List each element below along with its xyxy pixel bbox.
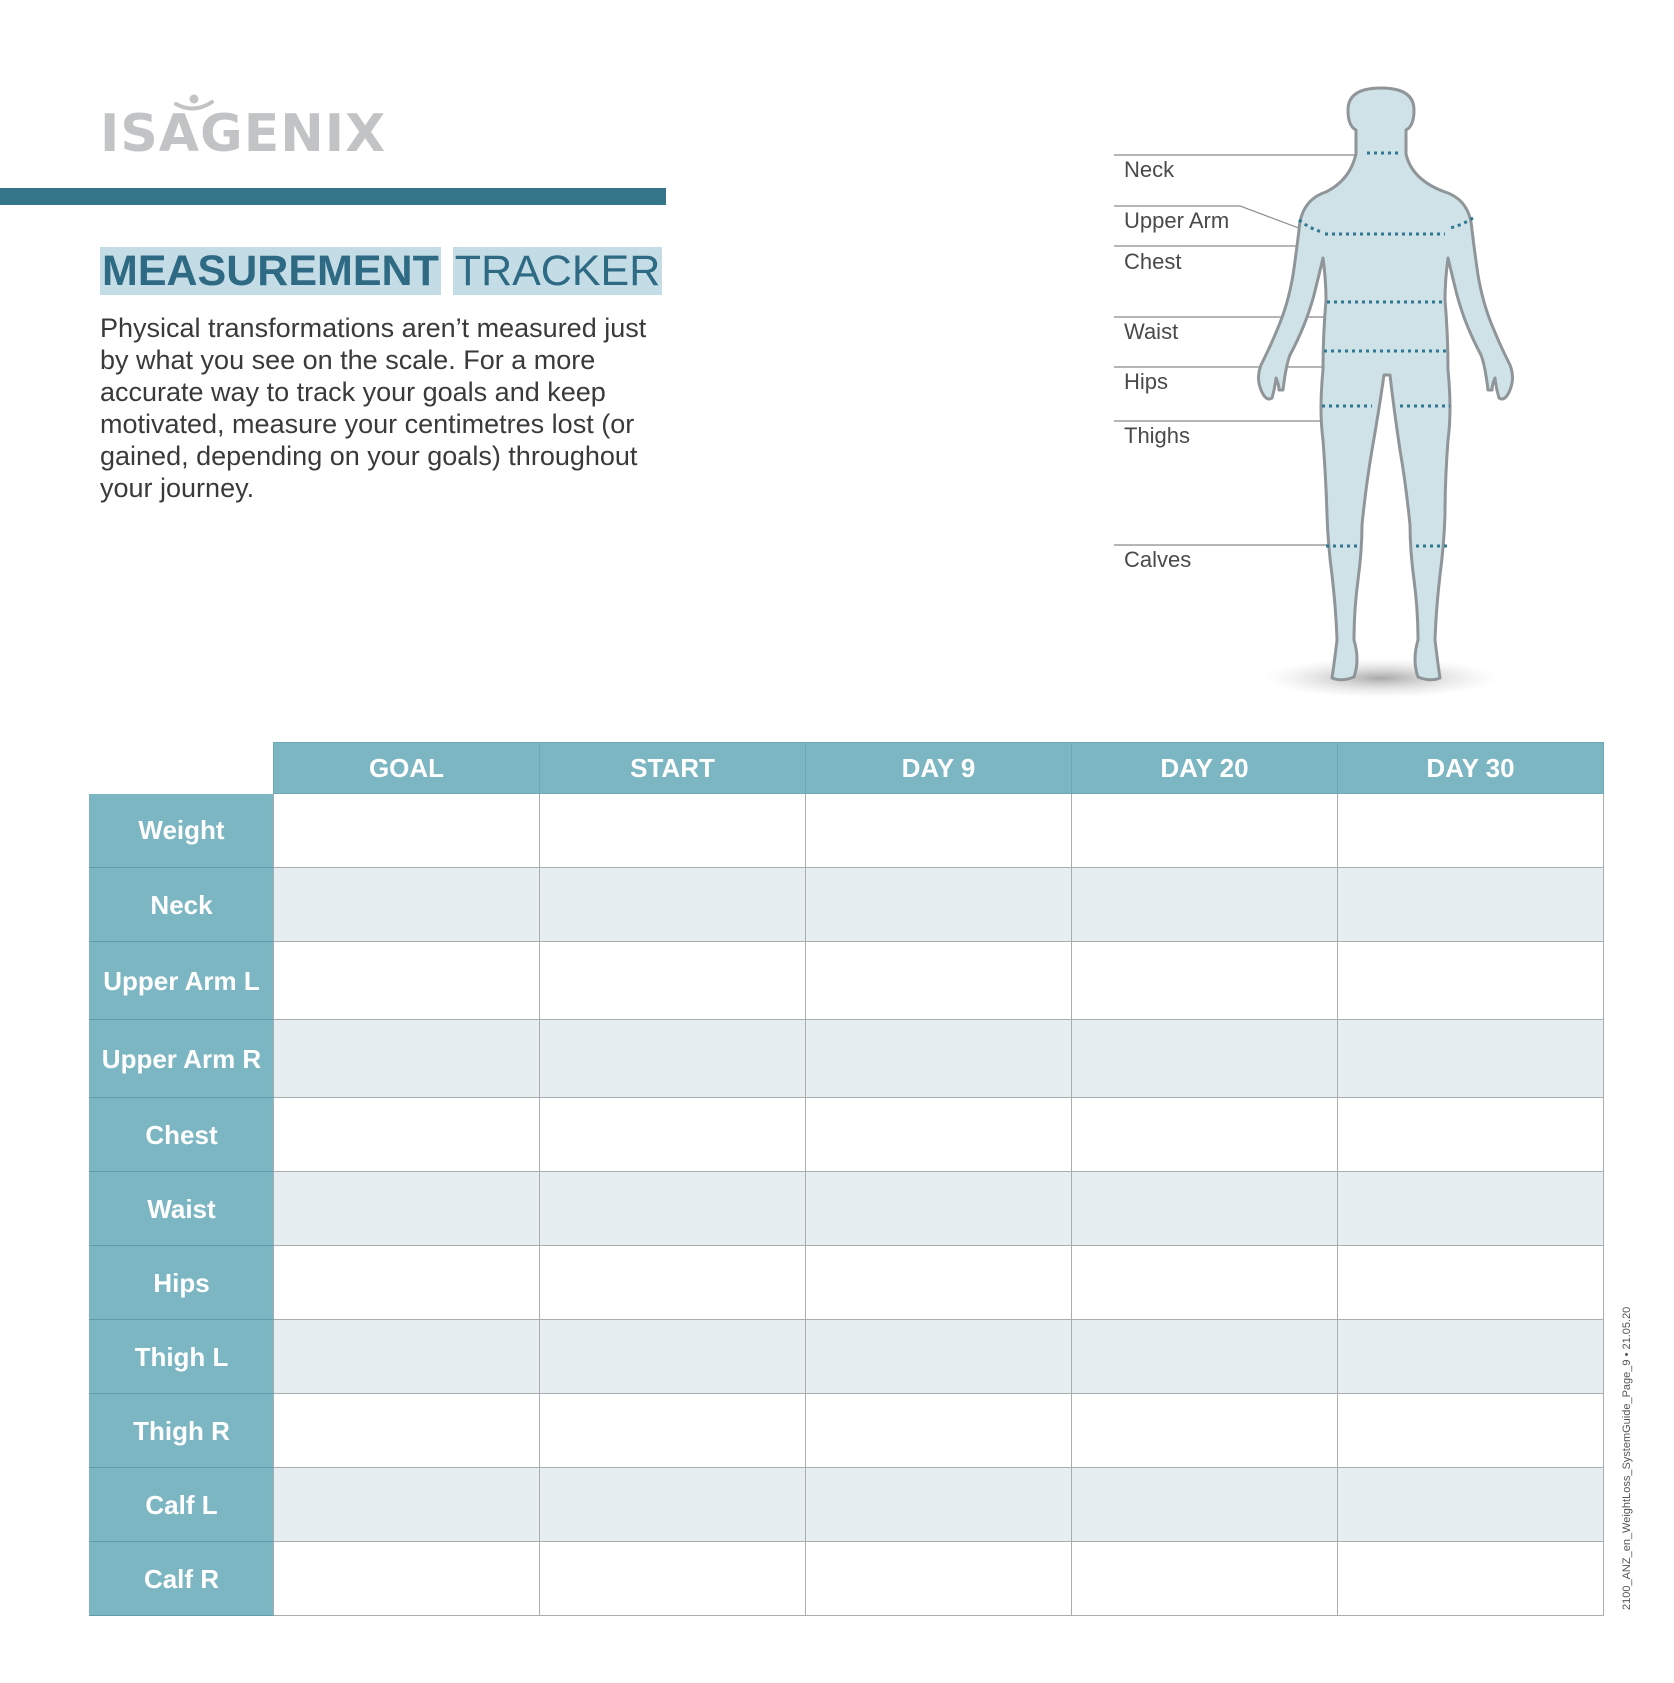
logo-text: ISAGENIX xyxy=(100,104,387,164)
row-label-weight: Weight xyxy=(90,794,274,868)
entry-cell[interactable] xyxy=(806,1098,1072,1172)
entry-cell[interactable] xyxy=(806,1542,1072,1616)
table-row xyxy=(90,1320,1604,1394)
isagenix-logo xyxy=(100,104,387,164)
entry-cell[interactable] xyxy=(1338,794,1604,868)
entry-cell[interactable] xyxy=(540,868,806,942)
entry-cell[interactable] xyxy=(274,1542,540,1616)
entry-cell[interactable] xyxy=(540,1542,806,1616)
entry-cell[interactable] xyxy=(1338,1098,1604,1172)
entry-cell[interactable] xyxy=(274,1394,540,1468)
entry-cell[interactable] xyxy=(806,1020,1072,1098)
table-row xyxy=(90,1020,1604,1098)
table-row xyxy=(90,1098,1604,1172)
entry-cell[interactable] xyxy=(1072,1542,1338,1616)
title-bold: MEASUREMENT xyxy=(102,247,439,295)
entry-cell[interactable] xyxy=(1072,1394,1338,1468)
entry-cell[interactable] xyxy=(274,1172,540,1246)
entry-cell[interactable] xyxy=(540,942,806,1020)
entry-cell[interactable] xyxy=(1072,868,1338,942)
table-row xyxy=(90,794,1604,868)
column-header-start: START xyxy=(540,743,806,794)
row-label-calf-r: Calf R xyxy=(90,1542,274,1616)
entry-cell[interactable] xyxy=(274,1246,540,1320)
row-label-chest: Chest xyxy=(90,1098,274,1172)
entry-cell[interactable] xyxy=(1072,1468,1338,1542)
row-label-upper-arm-r: Upper Arm R xyxy=(90,1020,274,1098)
entry-cell[interactable] xyxy=(1072,1246,1338,1320)
header-accent-bar xyxy=(0,188,666,205)
page-title xyxy=(100,247,662,295)
entry-cell[interactable] xyxy=(1338,942,1604,1020)
row-label-thigh-r: Thigh R xyxy=(90,1394,274,1468)
entry-cell[interactable] xyxy=(540,1246,806,1320)
entry-cell[interactable] xyxy=(1338,1468,1604,1542)
table-row xyxy=(90,1542,1604,1616)
row-label-hips: Hips xyxy=(90,1246,274,1320)
entry-cell[interactable] xyxy=(806,1394,1072,1468)
entry-cell[interactable] xyxy=(274,1098,540,1172)
entry-cell[interactable] xyxy=(806,1246,1072,1320)
entry-cell[interactable] xyxy=(1338,868,1604,942)
entry-cell[interactable] xyxy=(1338,1320,1604,1394)
entry-cell[interactable] xyxy=(1072,1172,1338,1246)
column-header-day-9: DAY 9 xyxy=(806,743,1072,794)
table-row xyxy=(90,942,1604,1020)
entry-cell[interactable] xyxy=(806,1468,1072,1542)
title-light: TRACKER xyxy=(454,247,661,295)
document-code: 2100_ANZ_en_WeightLoss_SystemGuide_Page_9 • 21.05.20 xyxy=(1621,1306,1633,1610)
entry-cell[interactable] xyxy=(540,1320,806,1394)
entry-cell[interactable] xyxy=(806,1320,1072,1394)
intro-paragraph: Physical transformations aren’t measured just by what you see on the scale. For a more accurate way to track your goals and keep motivated, measure your centimetres lost (or gained, depending on your goals) throughout your journey. xyxy=(100,313,647,503)
entry-cell[interactable] xyxy=(1072,1320,1338,1394)
entry-cell[interactable] xyxy=(1338,1246,1604,1320)
entry-cell[interactable] xyxy=(540,1468,806,1542)
table-corner xyxy=(90,743,274,794)
entry-cell[interactable] xyxy=(1072,1020,1338,1098)
figure-label-waist: Waist xyxy=(1124,319,1179,344)
entry-cell[interactable] xyxy=(1072,942,1338,1020)
column-header-goal: GOAL xyxy=(274,743,540,794)
entry-cell[interactable] xyxy=(274,942,540,1020)
row-label-waist: Waist xyxy=(90,1172,274,1246)
entry-cell[interactable] xyxy=(274,794,540,868)
figure-label-hips: Hips xyxy=(1124,369,1169,394)
figure-label-upper-arm: Upper Arm xyxy=(1124,208,1230,233)
entry-cell[interactable] xyxy=(1072,794,1338,868)
entry-cell[interactable] xyxy=(274,1020,540,1098)
measurement-table xyxy=(89,742,1604,1616)
column-header-day-20: DAY 20 xyxy=(1072,743,1338,794)
entry-cell[interactable] xyxy=(806,794,1072,868)
figure-label-chest: Chest xyxy=(1124,249,1182,274)
column-header-day-30: DAY 30 xyxy=(1338,743,1604,794)
table-row xyxy=(90,1468,1604,1542)
logo-figure-icon xyxy=(174,94,214,114)
entry-cell[interactable] xyxy=(540,794,806,868)
entry-cell[interactable] xyxy=(274,868,540,942)
entry-cell[interactable] xyxy=(540,1098,806,1172)
figure-label-neck: Neck xyxy=(1124,157,1175,182)
entry-cell[interactable] xyxy=(1338,1172,1604,1246)
entry-cell[interactable] xyxy=(540,1172,806,1246)
entry-cell[interactable] xyxy=(1338,1542,1604,1616)
entry-cell[interactable] xyxy=(274,1320,540,1394)
figure-label-calves: Calves xyxy=(1124,547,1192,572)
entry-cell[interactable] xyxy=(806,1172,1072,1246)
figure-label-thighs: Thighs xyxy=(1124,423,1191,448)
table-row xyxy=(90,1394,1604,1468)
body-measurement-diagram xyxy=(1100,80,1530,710)
entry-cell[interactable] xyxy=(540,1394,806,1468)
row-label-upper-arm-l: Upper Arm L xyxy=(90,942,274,1020)
row-label-thigh-l: Thigh L xyxy=(90,1320,274,1394)
row-label-neck: Neck xyxy=(90,868,274,942)
entry-cell[interactable] xyxy=(1338,1020,1604,1098)
entry-cell[interactable] xyxy=(806,942,1072,1020)
entry-cell[interactable] xyxy=(806,868,1072,942)
row-label-calf-l: Calf L xyxy=(90,1468,274,1542)
table-row xyxy=(90,1172,1604,1246)
table-row xyxy=(90,868,1604,942)
table-row xyxy=(90,1246,1604,1320)
entry-cell[interactable] xyxy=(1338,1394,1604,1468)
entry-cell[interactable] xyxy=(1072,1098,1338,1172)
entry-cell[interactable] xyxy=(274,1468,540,1542)
ground-shadow xyxy=(1263,658,1499,698)
entry-cell[interactable] xyxy=(540,1020,806,1098)
